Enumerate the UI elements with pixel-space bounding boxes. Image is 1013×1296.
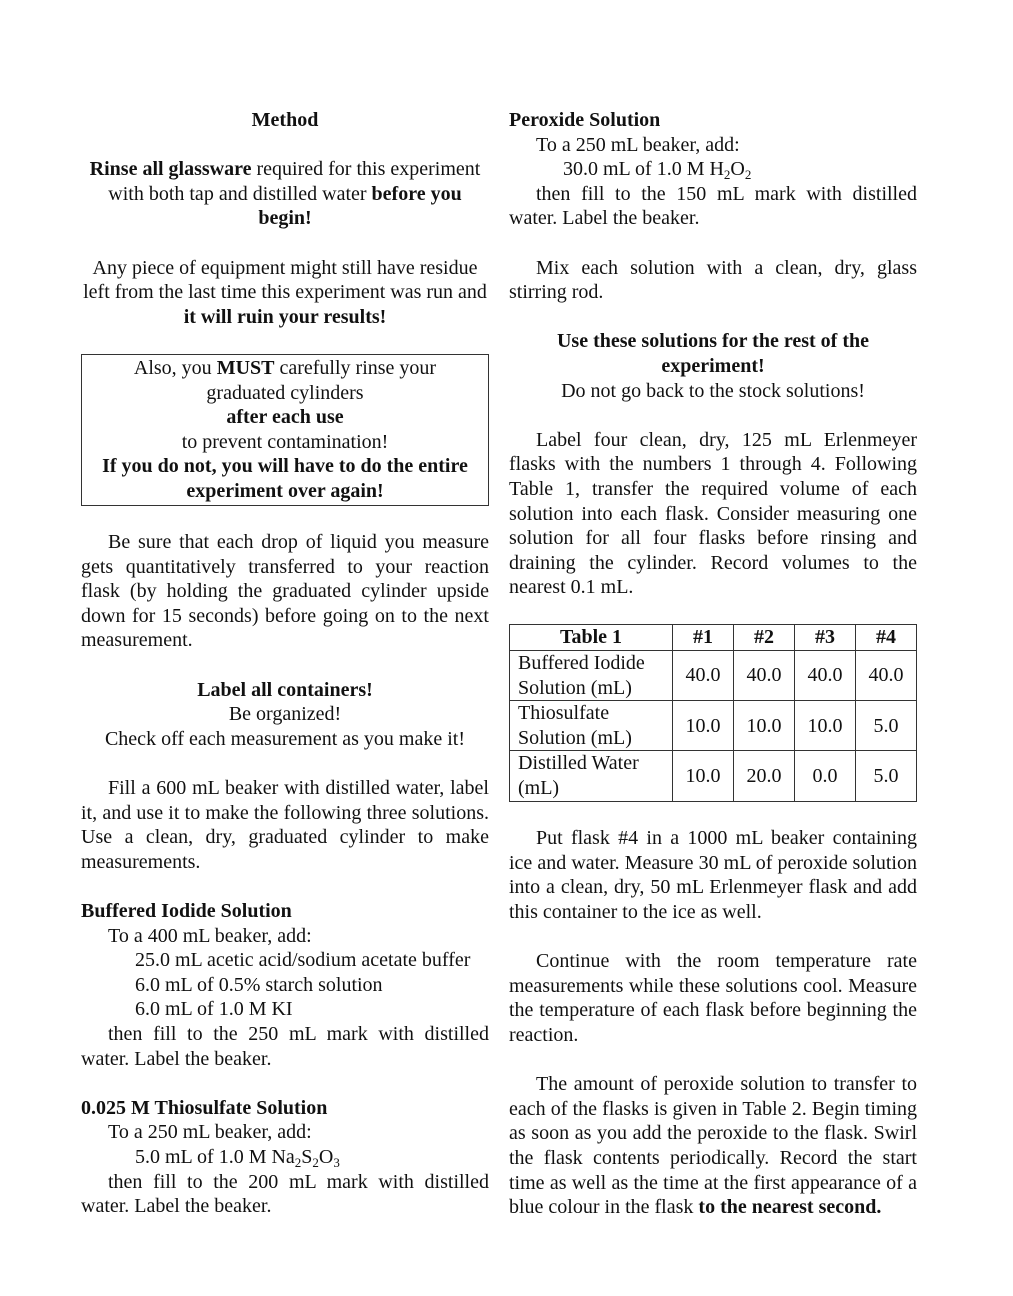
residue-paragraph bbox=[81, 256, 489, 330]
fill-paragraph: Fill a 600 mL beaker with distilled water, label it, and use it to make the following three solutions. Use a clean, dry, graduated cylinder to make measurements. bbox=[81, 777, 489, 873]
iodide-title: Buffered Iodide Solution bbox=[81, 900, 292, 922]
cell: 5.0 bbox=[856, 701, 917, 751]
peroxide-line-2 bbox=[509, 157, 917, 182]
table-row bbox=[510, 701, 917, 751]
rinse-bold-2: before you begin! bbox=[258, 182, 462, 230]
amount-bold: to the nearest second. bbox=[698, 1196, 882, 1219]
label-all-heading: Label all containers! bbox=[197, 678, 373, 701]
left-column bbox=[81, 108, 489, 1219]
box-line-4: to prevent contamination! bbox=[181, 430, 389, 453]
table-header-2: #2 bbox=[734, 625, 795, 651]
use-these-heading: Use these solutions for the rest of the experiment! bbox=[556, 330, 869, 377]
cell: 20.0 bbox=[734, 751, 795, 801]
cell: 10.0 bbox=[734, 701, 795, 751]
warning-box bbox=[81, 354, 489, 506]
cell: 40.0 bbox=[795, 651, 856, 701]
continue-paragraph: Continue with the room temperature rate measurements while these solutions cool. Measure the temperature of each flask before beginning the reaction. bbox=[509, 950, 917, 1046]
cell: 40.0 bbox=[734, 651, 795, 701]
method-heading: Method bbox=[251, 109, 319, 131]
residue-text: Any piece of equipment might still have residue left from the last time this experiment was run and bbox=[83, 256, 487, 304]
thio-line-2 bbox=[81, 1145, 489, 1170]
table-header-title: Table 1 bbox=[510, 625, 673, 651]
iodide-buffer-text: 25.0 mL acetic acid/sodium acetate buffer bbox=[135, 949, 471, 972]
cell: 0.0 bbox=[795, 751, 856, 801]
peroxide-sub-1: 2 bbox=[723, 167, 731, 183]
table-1 bbox=[509, 624, 917, 801]
table-header-4: #4 bbox=[856, 625, 917, 651]
check-off-line: Check off each measurement as you make it! bbox=[104, 727, 466, 750]
peroxide-title: Peroxide Solution bbox=[509, 109, 661, 131]
no-back-line: Do not go back to the stock solutions! bbox=[561, 379, 865, 402]
thio-sub-2: 2 bbox=[312, 1154, 319, 1170]
table-header-3: #3 bbox=[795, 625, 856, 651]
amount-paragraph bbox=[509, 1072, 917, 1220]
thio-line-1: To a 250 mL beaker, add: bbox=[108, 1121, 312, 1144]
table-header-1: #1 bbox=[673, 625, 734, 651]
row-label: Thiosulfate Solution (mL) bbox=[510, 701, 673, 751]
cell: 40.0 bbox=[856, 651, 917, 701]
thio-title: 0.025 M Thiosulfate Solution bbox=[81, 1096, 328, 1119]
cell: 40.0 bbox=[673, 651, 734, 701]
flask4-paragraph: Put flask #4 in a 1000 mL beaker containing ice and water. Measure 30 mL of peroxide solution into a clean, dry, 50 mL Erlenmeyer flask and add this container to the ice as well. bbox=[509, 827, 917, 923]
label-four-paragraph: Label four clean, dry, 125 mL Erlenmeyer flasks with the numbers 1 through 4. Following Table 1, transfer the required volume of each solution into each flask. Consider measuring one solution for all four flasks before rinsing and draining the cylinder. Record volumes to the nearest 0.1 mL. bbox=[509, 428, 917, 599]
iodide-line-3: 6.0 mL of 0.5% starch solution bbox=[135, 973, 383, 996]
residue-bold: it will ruin your results! bbox=[183, 305, 387, 328]
table-row bbox=[510, 651, 917, 701]
iodide-line-1: To a 400 mL beaker, add: bbox=[108, 924, 312, 947]
cell: 10.0 bbox=[673, 701, 734, 751]
thio-formula-s: S bbox=[301, 1145, 313, 1168]
box-text-1: Also, you bbox=[133, 356, 217, 379]
peroxide-formula-o: O bbox=[730, 158, 745, 181]
row-label: Distilled Water (mL) bbox=[510, 751, 673, 801]
rinse-text: required for this experiment with both tap and distilled water bbox=[108, 158, 481, 205]
thio-sub-3: 3 bbox=[333, 1154, 340, 1170]
row-label: Buffered Iodide Solution (mL) bbox=[510, 651, 673, 701]
box-line-1 bbox=[82, 356, 488, 381]
cell: 5.0 bbox=[856, 751, 917, 801]
box-line-2: graduated cylinders bbox=[206, 381, 364, 404]
box-line-5: If you do not, you will have to do the entire experiment over again! bbox=[102, 455, 468, 502]
peroxide-sub-2: 2 bbox=[744, 167, 752, 183]
iodide-line-4: 6.0 mL of 1.0 M KI bbox=[135, 998, 293, 1021]
cell: 10.0 bbox=[795, 701, 856, 751]
peroxide-line-1: To a 250 mL beaker, add: bbox=[536, 133, 740, 156]
thio-formula-o: O bbox=[318, 1145, 334, 1168]
thio-formula-pre: 5.0 mL of 1.0 M Na bbox=[135, 1145, 295, 1168]
table-header-row bbox=[510, 625, 917, 651]
drop-paragraph: Be sure that each drop of liquid you measure gets quantitatively transferred to your reaction flask (by holding the graduated cylinder upside down for 15 seconds) before going on to the next measurement. bbox=[81, 531, 489, 652]
thio-line-3: then fill to the 200 mL mark with distilled water. Label the beaker. bbox=[81, 1170, 489, 1218]
organized-line: Be organized! bbox=[228, 703, 342, 726]
peroxide-formula-pre: 30.0 mL of 1.0 M H bbox=[563, 158, 724, 181]
mix-paragraph: Mix each solution with a clean, dry, glass stirring rod. bbox=[509, 256, 917, 304]
cell: 10.0 bbox=[673, 751, 734, 801]
amount-text: The amount of peroxide solution to transfer to each of the flasks is given in Table 2. Begin timing as soon as you add the peroxide to the flask. Swirl the flask contents periodically. Record the start time as well as the time at the first appearance of a blue colour in the flask bbox=[509, 1073, 917, 1219]
box-line-3: after each use bbox=[226, 406, 344, 429]
box-text-2: carefully rinse your bbox=[274, 356, 437, 379]
rinse-bold-1: Rinse all glassware bbox=[89, 158, 252, 181]
table-row bbox=[510, 751, 917, 801]
peroxide-line-3: then fill to the 150 mL mark with distilled water. Label the beaker. bbox=[509, 182, 917, 230]
iodide-line-5: then fill to the 250 mL mark with distilled water. Label the beaker. bbox=[81, 1022, 489, 1070]
box-must: MUST bbox=[216, 356, 275, 379]
rinse-paragraph bbox=[81, 157, 489, 231]
iodide-line-2 bbox=[81, 948, 489, 973]
right-column bbox=[509, 108, 917, 1220]
thio-sub-1: 2 bbox=[294, 1154, 302, 1170]
